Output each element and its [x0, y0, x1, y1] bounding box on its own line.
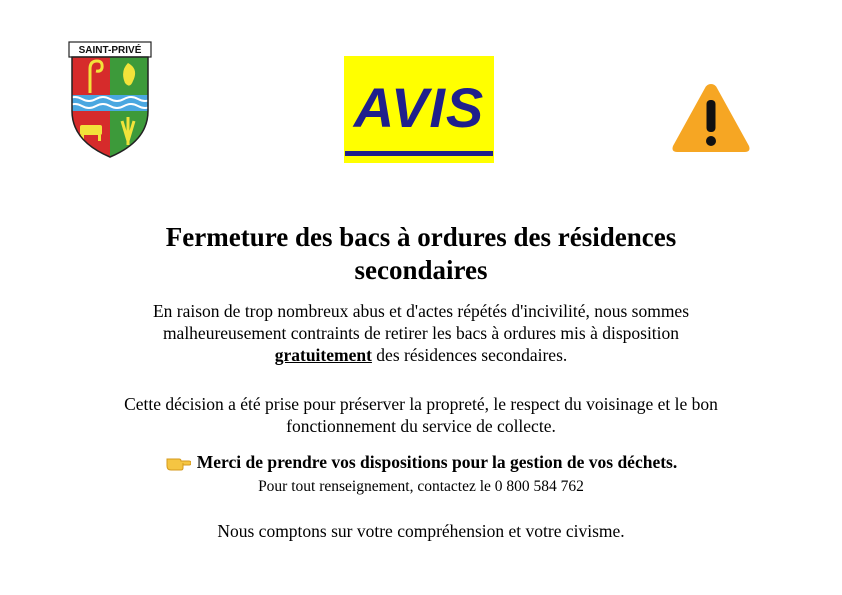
intro-line-3-rest: des résidences secondaires.	[376, 345, 568, 365]
gratuitement-emphasis: gratuitement	[274, 345, 372, 365]
notice-line	[40, 451, 802, 473]
intro-line-1: En raison de trop nombreux abus et d'actes répétés d'incivilité, nous sommes	[152, 301, 690, 321]
avis-underline	[345, 151, 493, 156]
decision-line-1: Cette décision a été prise pour préserver la propreté, le respect du voisinage et le bon	[124, 394, 718, 414]
decision-line-2: fonctionnement du service de collecte.	[286, 416, 556, 436]
title-line-1: Fermeture des bacs à ordures des résidences	[165, 222, 677, 252]
svg-text:SAINT-PRIVÉ: SAINT-PRIVÉ	[78, 45, 142, 56]
intro-line-3	[40, 344, 802, 366]
decision-paragraph	[40, 393, 802, 437]
page-title	[60, 221, 782, 287]
notice-text: Merci de prendre vos dispositions pour la gestion de vos déchets.	[196, 452, 678, 472]
contact-line: Pour tout renseignement, contactez le 0 800 584 762	[258, 478, 584, 495]
pointing-hand-icon	[165, 453, 191, 471]
warning-triangle-icon	[669, 80, 753, 156]
title-line-2: secondaires	[354, 255, 488, 285]
avis-label: AVIS	[353, 76, 485, 139]
saint-prive-crest-logo	[68, 41, 152, 159]
intro-line-2: malheureusement contraints de retirer les bacs à ordures mis à disposition	[162, 323, 680, 343]
intro-paragraph	[40, 300, 802, 366]
closing-line: Nous comptons sur votre compréhension et votre civisme.	[217, 521, 625, 541]
avis-banner	[344, 56, 494, 163]
